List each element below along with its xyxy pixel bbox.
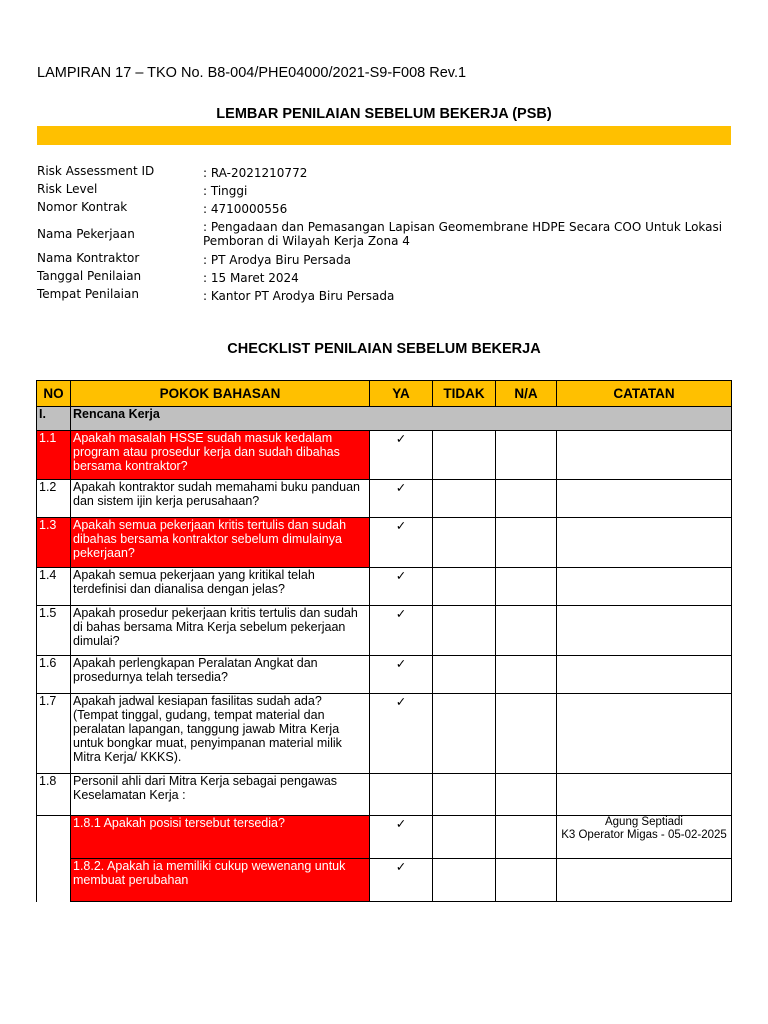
tidak-cell [433,656,496,694]
catatan-cell [557,518,732,568]
item-question: Apakah masalah HSSE sudah masuk kedalam program atau prosedur kerja dan sudah dibahas bersama kontraktor? [71,431,370,480]
ya-check-icon: ✓ [370,606,433,656]
na-cell [496,656,557,694]
ya-check-icon: ✓ [370,656,433,694]
item-question: Apakah perlengkapan Peralatan Angkat dan prosedurnya telah tersedia? [71,656,370,694]
item-number: 1.6 [37,656,71,694]
na-cell [496,480,557,518]
item-number: 1.2 [37,480,71,518]
subitem-question: 1.8.1 Apakah posisi tersebut tersedia? [71,816,370,859]
catatan-cell [557,774,732,816]
catatan-detail: K3 Operator Migas - 05-02-2025 [561,829,727,841]
item-question: Apakah prosedur pekerjaan kritis tertulis dan sudah di bahas bersama Mitra Kerja sebelum pekerjaan dimulai? [71,606,370,656]
item-number: 1.8 [37,774,71,816]
catatan-cell [557,816,732,859]
section-row [37,407,732,431]
table-row [37,656,732,694]
info-value: : 15 Maret 2024 [203,271,299,285]
info-label: Risk Assessment ID [37,164,155,178]
info-label: Risk Level [37,182,98,196]
table-row [37,606,732,656]
catatan-cell [557,694,732,774]
title-divider-bar [37,126,731,145]
na-cell [496,431,557,480]
info-row-nomor-kontrak [37,200,731,218]
info-label: Tempat Penilaian [37,287,139,301]
ya-cell [370,774,433,816]
catatan-name: Agung Septiadi [604,816,683,828]
na-cell [496,774,557,816]
tidak-cell [433,859,496,902]
ya-check-icon: ✓ [370,480,433,518]
item-question: Apakah semua pekerjaan yang kritikal telah terdefinisi dan dianalisa dengan jelas? [71,568,370,606]
na-cell [496,568,557,606]
document-reference: LAMPIRAN 17 – TKO No. B8-004/PHE04000/2021-S9-F008 Rev.1 [37,65,467,81]
info-label: Nama Pekerjaan [37,226,135,241]
info-value: : Tinggi [203,184,248,198]
info-value: : RA-2021210772 [203,166,308,180]
item-number: 1.5 [37,606,71,656]
table-row [37,568,732,606]
item-number: 1.4 [37,568,71,606]
info-row-tempat-penilaian [37,287,731,305]
ya-check-icon: ✓ [370,518,433,568]
catatan-cell [557,431,732,480]
catatan-cell [557,480,732,518]
table-row [37,774,732,816]
table-row [37,518,732,568]
info-row-nama-kontraktor [37,251,731,269]
ya-check-icon: ✓ [370,816,433,859]
catatan-cell [557,859,732,902]
section-label: Rencana Kerja [71,407,732,431]
item-question: Apakah semua pekerjaan kritis tertulis dan sudah dibahas bersama kontraktor sebelum dimulainya pekerjaan? [71,518,370,568]
na-cell [496,816,557,859]
tidak-cell [433,518,496,568]
tidak-cell [433,568,496,606]
table-row [37,694,732,774]
item-number: 1.1 [37,431,71,480]
tidak-cell [433,816,496,859]
column-header-no: NO [37,381,71,407]
tidak-cell [433,431,496,480]
na-cell [496,859,557,902]
item-number: 1.3 [37,518,71,568]
ya-check-icon: ✓ [370,568,433,606]
column-header-na: N/A [496,381,557,407]
subitem-number-blank [37,859,71,902]
table-subrow [37,816,732,859]
column-header-topic: POKOK BAHASAN [71,381,370,407]
column-header-tidak: TIDAK [433,381,496,407]
assessment-info [37,164,731,305]
tidak-cell [433,480,496,518]
table-row [37,480,732,518]
info-row-tanggal-penilaian [37,269,731,287]
na-cell [496,606,557,656]
info-row-risk-assessment-id [37,164,731,182]
catatan-cell [557,568,732,606]
table-header-row [37,381,732,407]
section-number: I. [37,407,71,431]
info-label: Tanggal Penilaian [37,269,142,283]
column-header-catatan: CATATAN [557,381,732,407]
info-value: : PT Arodya Biru Persada [203,253,351,267]
info-row-nama-pekerjaan [37,218,731,249]
table-subrow [37,859,732,902]
info-row-risk-level [37,182,731,200]
item-question: Personil ahli dari Mitra Kerja sebagai pengawas Keselamatan Kerja : [71,774,370,816]
tidak-cell [433,774,496,816]
item-question: Apakah kontraktor sudah memahami buku panduan dan sistem ijin kerja perusahaan? [71,480,370,518]
checklist-table [36,380,732,902]
item-question: Apakah jadwal kesiapan fasilitas sudah ada? (Tempat tinggal, gudang, tempat material dan peralatan lapangan, tanggung jawab Mitra Kerja untuk bongkar muat, penyimpanan material milik Mitra Kerja/ KKKS). [71,694,370,774]
na-cell [496,694,557,774]
table-row [37,431,732,480]
subitem-question: 1.8.2. Apakah ia memiliki cukup wewenang untuk membuat perubahan [71,859,370,902]
catatan-cell [557,656,732,694]
checklist-title: CHECKLIST PENILAIAN SEBELUM BEKERJA [227,341,541,357]
ya-check-icon: ✓ [370,431,433,480]
na-cell [496,518,557,568]
tidak-cell [433,606,496,656]
info-value: : Pengadaan dan Pemasangan Lapisan Geomembrane HDPE Secara COO Untuk Lokasi Pemboran di Wilayah Kerja Zona 4 [203,219,723,248]
page-title: LEMBAR PENILAIAN SEBELUM BEKERJA (PSB) [216,106,552,122]
info-label: Nama Kontraktor [37,251,140,265]
item-number: 1.7 [37,694,71,774]
column-header-ya: YA [370,381,433,407]
ya-check-icon: ✓ [370,694,433,774]
info-value: : Kantor PT Arodya Biru Persada [203,289,395,303]
tidak-cell [433,694,496,774]
catatan-cell [557,606,732,656]
subitem-number-blank [37,816,71,859]
ya-check-icon: ✓ [370,859,433,902]
info-value: : 4710000556 [203,202,288,216]
info-label: Nomor Kontrak [37,200,128,214]
